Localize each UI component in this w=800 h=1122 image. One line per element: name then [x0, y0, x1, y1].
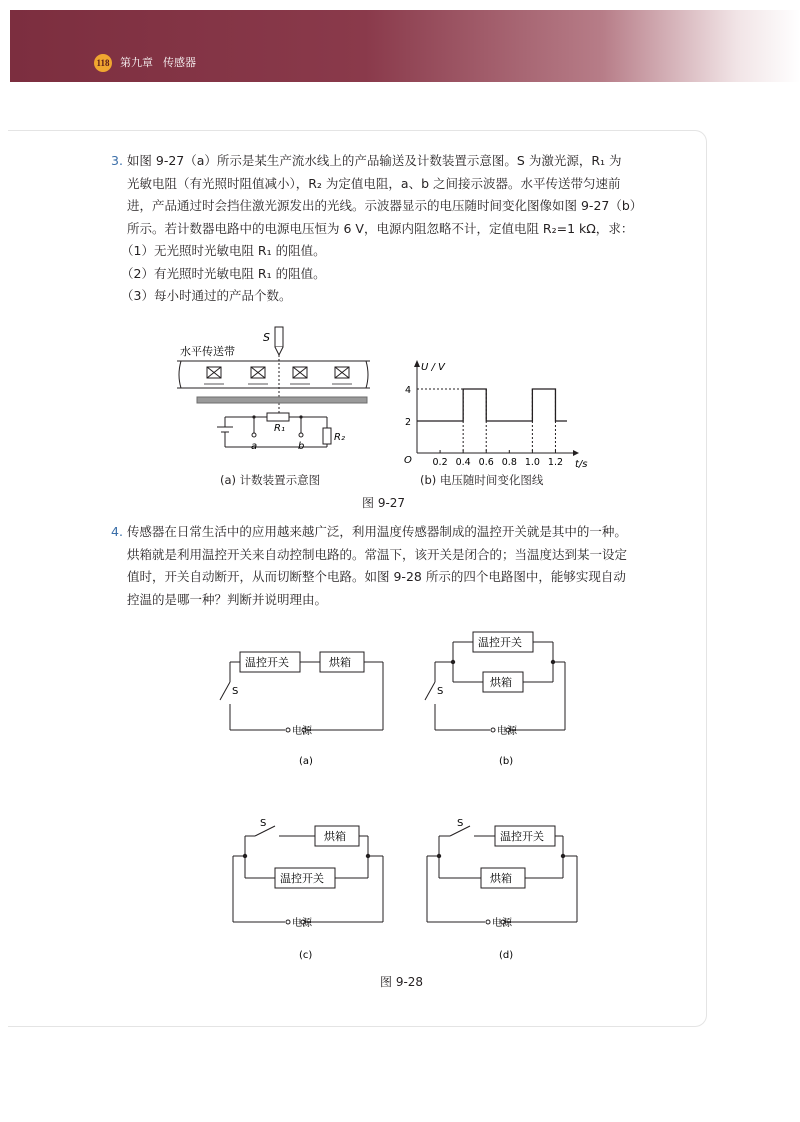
question-4 [111, 521, 627, 611]
x-axis-arrow [573, 450, 579, 456]
laser-label: S [263, 331, 270, 344]
y-tick-label: 2 [404, 417, 411, 428]
a-power: 电源 [292, 726, 312, 737]
x-axis-label: t/s [575, 459, 588, 470]
x-tick-label: 0.2 [432, 457, 448, 468]
b-label: (b) [499, 756, 514, 767]
chart-axes [404, 360, 588, 470]
q3-line-4: 所示。若计数器电路中的电源电压恒为 6 V，电源内阻忽略不计，定值电阻 R₂=1 kΩ，求： [127, 220, 634, 236]
b-oven: 烘箱 [490, 676, 512, 689]
d-label: (d) [499, 950, 514, 961]
q3-line-2: 光敏电阻（有光照时阻值减小），R₂ 为定值电阻，a、b 之间接示波器。水平传送带匀速前 [127, 175, 621, 191]
d-switch-s: S [457, 818, 464, 829]
chapter-number: 第九章 [120, 56, 153, 69]
q3-line-3: 进，产品通过时会挡住激光源发出的光线。示波器显示的电压随时间变化图像如图 9-27（b） [127, 198, 643, 213]
q3-number: 3. [111, 153, 123, 168]
question-3 [111, 150, 642, 308]
q3-sub-3: （3）每小时通过的产品个数。 [121, 288, 292, 303]
x-tick-label: 0.6 [478, 457, 494, 468]
c-power: 电源 [292, 918, 312, 929]
circuit-b [425, 632, 565, 767]
fig27-caption: 图 9-27 [362, 496, 406, 510]
q4-line-3: 值时，开关自动断开，从而切断整个电路。如图 9-28 所示的四个电路图中，能够实现自动 [127, 569, 626, 584]
circuit-c [233, 818, 383, 961]
d-oven: 烘箱 [490, 872, 512, 885]
chart-ticks [405, 385, 563, 468]
fig28-circuits [205, 622, 595, 982]
a-thermo-switch: 温控开关 [245, 656, 289, 669]
origin-label: O [404, 455, 412, 466]
c-label: (c) [299, 950, 313, 961]
x-tick-label: 0.8 [501, 457, 517, 468]
fig27b-voltage-chart [395, 355, 595, 470]
x-tick-label: 1.2 [547, 457, 564, 468]
label-b: b [298, 441, 305, 452]
label-r1: R₁ [274, 423, 285, 434]
x-tick-label: 1.0 [524, 457, 540, 468]
y-axis-arrow [414, 360, 420, 367]
product-boxes [204, 367, 352, 384]
a-oven: 烘箱 [329, 656, 351, 669]
page-number-badge: 118 [94, 54, 112, 72]
d-power: 电源 [492, 918, 512, 929]
label-r2: R₂ [334, 432, 345, 443]
junction-b [299, 415, 302, 418]
terminal-b [299, 433, 303, 437]
c-thermo-switch: 温控开关 [280, 872, 324, 885]
terminal-a [252, 433, 256, 437]
fig27a-caption: (a) 计数装置示意图 [220, 473, 321, 487]
belt-break-right [366, 361, 368, 388]
q4-line-2: 烘箱就是利用温控开关来自动控制电路的。常温下，该开关是闭合的；当温度达到某一设定 [127, 546, 628, 562]
circuit-d [427, 818, 577, 961]
q3-line-1: 3. 如图 9-27（a）所示是某生产流水线上的产品输送及计数装置示意图。S 为激光源，R₁ 为 [111, 153, 622, 168]
c-oven: 烘箱 [324, 830, 346, 843]
x-tick-label: 0.4 [455, 457, 471, 468]
d-thermo-switch: 温控开关 [500, 830, 544, 843]
q4-line-4: 控温的是哪一种？判断并说明理由。 [127, 591, 328, 607]
chapter-title [120, 54, 206, 72]
q4-line-1: 4. 传感器在日常生活中的应用越来越广泛，利用温度传感器制成的温控开关就是其中的一种。 [111, 524, 627, 539]
b-switch-s: S [437, 686, 444, 697]
c-switch-s: S [260, 818, 267, 829]
fig28-caption: 图 9-28 [380, 975, 424, 989]
junction-a [252, 415, 255, 418]
belt-break-left [179, 361, 181, 388]
q3-sub-1: （1）无光照时光敏电阻 R₁ 的阻值。 [121, 243, 326, 258]
y-axis-label: U / V [421, 362, 445, 373]
b-thermo-switch: 温控开关 [478, 636, 522, 649]
a-label: (a) [299, 756, 313, 767]
label-a: a [251, 441, 258, 452]
belt-label: 水平传送带 [180, 345, 235, 358]
b-power: 电源 [497, 726, 517, 737]
circuit-a [220, 652, 383, 767]
fig27a-diagram [175, 325, 385, 460]
q4-number: 4. [111, 524, 123, 539]
a-switch-s: S [232, 686, 239, 697]
voltage-series-line [417, 389, 567, 421]
y-tick-label: 4 [404, 385, 411, 396]
support-bar [197, 397, 367, 403]
fig27b-caption: (b) 电压随时间变化图线 [420, 473, 544, 487]
q3-sub-2: （2）有光照时光敏电阻 R₁ 的阻值。 [121, 265, 326, 281]
laser-tip [275, 347, 283, 355]
chapter-name: 传感器 [163, 56, 196, 69]
laser-source [275, 327, 283, 347]
